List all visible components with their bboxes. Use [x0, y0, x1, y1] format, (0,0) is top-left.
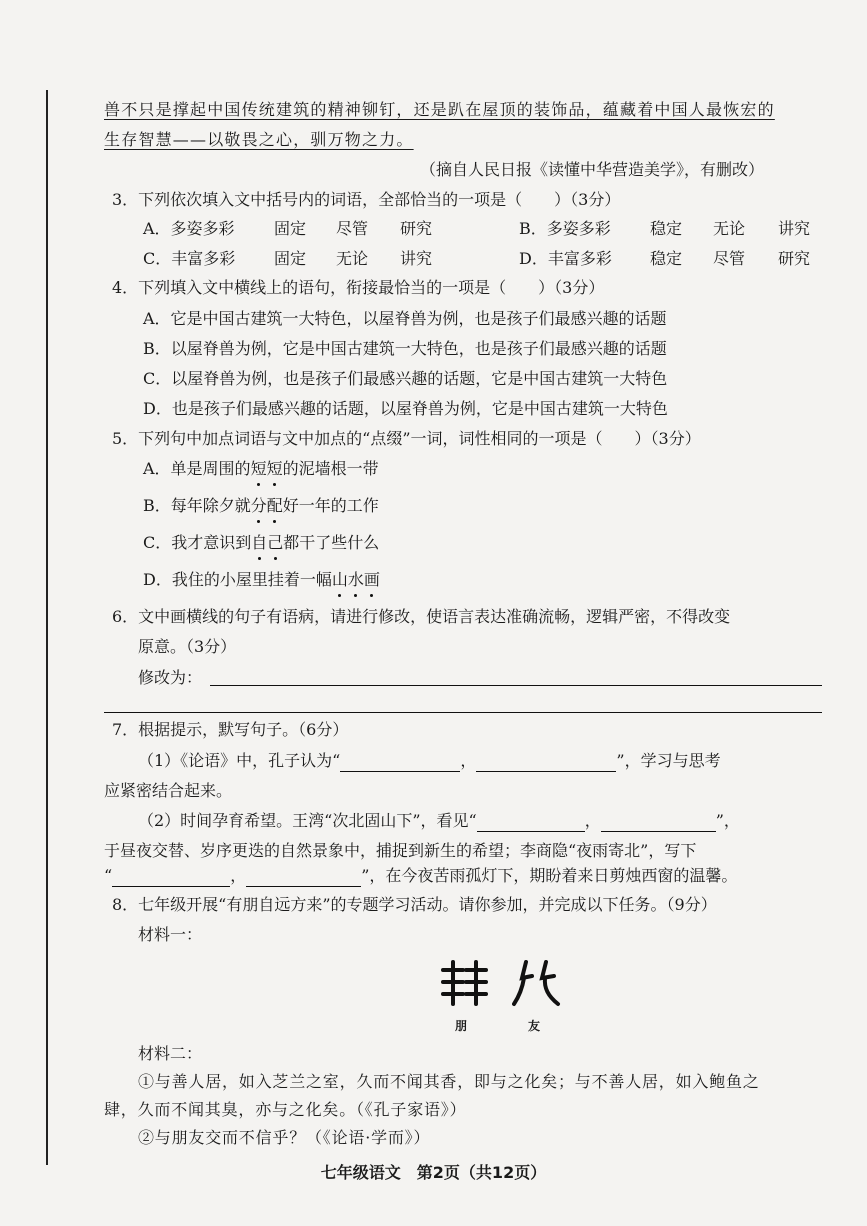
glyph-label-peng: 朋 [455, 1019, 468, 1033]
q3-a-word-3: 尽管 [336, 219, 369, 238]
q6-answer-line-2[interactable] [104, 712, 822, 713]
q7-1-blank-1[interactable] [340, 753, 460, 772]
emphasis-dot-char: 配 [266, 496, 283, 515]
q7-2-text-a: （2）时间孕育希望。王湾“次北固山下”，看见“ [138, 811, 477, 830]
q5-option-b[interactable] [143, 495, 379, 517]
q3-a-word-2: 固定 [274, 219, 307, 238]
emphasis-dot-char: 分 [250, 496, 267, 515]
glyph-label-you: 友 [528, 1019, 541, 1033]
q3-d-word-4: 研究 [778, 249, 811, 268]
q5-option-a[interactable] [143, 458, 379, 480]
q3-b-label: B．多姿多彩 [519, 219, 611, 238]
q3-c-label: C．丰富多彩 [143, 249, 236, 268]
q6-stem-line-1: 6．文中画横线的句子有语病，请进行修改，使语言表达准确流畅，逻辑严密，不得改变 [112, 607, 731, 626]
q5-option-c[interactable] [143, 532, 379, 554]
passage-underlined-line-1: 兽不只是撑起中国传统建筑的精神铆钉，还是趴在屋顶的装饰品，蕴藏着中国人最恢宏的 [104, 100, 775, 119]
q7-2-blank-1[interactable] [477, 813, 585, 832]
q8-material-2-label: 材料二： [138, 1044, 203, 1063]
q5-c-pre: C．我才意识到 [143, 533, 252, 552]
q8-material-1-label: 材料一： [138, 925, 203, 944]
emphasis-dot-char: 山 [331, 570, 348, 589]
q5-b-post: 好一年的工作 [282, 496, 379, 515]
q7-2-blank-2[interactable] [601, 813, 716, 832]
binding-margin-line [46, 90, 48, 1165]
q3-a-word-4: 研究 [400, 219, 433, 238]
q3-stem: 3．下列依次填入文中括号内的词语，全部恰当的一项是（ ）（3分） [112, 190, 621, 209]
q5-b-pre: B．每年除夕就 [143, 496, 251, 515]
passage-source: （摘自人民日报《读懂中华营造美学》，有删改） [420, 160, 765, 179]
q5-option-d[interactable] [143, 569, 380, 591]
q3-d-label: D．丰富多彩 [519, 249, 612, 268]
q3-a-label: A．多姿多彩 [143, 219, 235, 238]
q3-c-word-3: 无论 [336, 249, 369, 268]
q6-answer-label: 修改为： [138, 668, 203, 687]
q5-a-pre: A．单是周围的 [143, 459, 251, 478]
q5-a-post: 的泥墙根一带 [282, 459, 379, 478]
q6-answer-line-1[interactable] [210, 685, 822, 686]
q7-1-text-a: （1）《论语》中，孔子认为“ [138, 751, 341, 770]
q3-d-word-2: 稳定 [650, 249, 683, 268]
q7-1-blank-2[interactable] [476, 753, 616, 772]
q3-b-word-2: 稳定 [650, 219, 683, 238]
q7-2-blank-3[interactable] [112, 868, 230, 887]
q7-2-text-e: “ [104, 866, 113, 885]
q3-b-word-3: 无论 [713, 219, 746, 238]
q7-item-2-cont: 于昼夜交替、岁序更迭的自然景象中，捕捉到新生的希望；李商隐“夜雨寄北”，写下 [104, 841, 697, 860]
q5-c-post: 都干了些什么 [283, 533, 380, 552]
ancient-peng-glyph-icon [440, 958, 490, 1014]
q5-d-dotted-word [332, 570, 380, 589]
q5-b-dotted-word [251, 496, 283, 515]
q3-b-word-4: 讲究 [778, 219, 811, 238]
q5-d-pre: D．我住的小屋里挂着一幅 [143, 570, 332, 589]
q8-quote-1-line-1: ①与善人居，如入芝兰之室，久而不闻其香，即与之化矣；与不善人居，如入鲍鱼之 [138, 1072, 760, 1091]
q6-stem-line-2: 原意。（3分） [138, 637, 237, 656]
emphasis-dot-char: 己 [267, 533, 284, 552]
q4-option-a[interactable]: A．它是中国古建筑一大特色，以屋脊兽为例，也是孩子们最感兴趣的话题 [143, 309, 667, 328]
q7-item-1-cont: 应紧密结合起来。 [104, 781, 233, 800]
emphasis-dot-char: 画 [363, 570, 380, 589]
q7-2-text-f: ， [230, 866, 247, 885]
q7-item-2 [138, 810, 740, 832]
emphasis-dot-char: 自 [251, 533, 268, 552]
q8-quote-1-line-2: 肆，久而不闻其臭，亦与之化矣。（《孔子家语》） [104, 1100, 467, 1119]
q7-2-text-b: ， [584, 811, 601, 830]
q3-c-word-2: 固定 [274, 249, 307, 268]
q7-2-text-g: ”，在今夜苦雨孤灯下，期盼着来日剪烛西窗的温馨。 [361, 866, 738, 885]
q4-option-d[interactable]: D．也是孩子们最感兴趣的话题，以屋脊兽为例，它是中国古建筑一大特色 [143, 399, 668, 418]
q3-d-word-3: 尽管 [713, 249, 746, 268]
q8-quote-2: ②与朋友交而不信乎？（《论语·学而》） [138, 1128, 431, 1147]
q7-item-2-cont-2 [104, 865, 737, 887]
ancient-you-glyph-icon [512, 958, 562, 1014]
q5-a-dotted-word [251, 459, 283, 478]
q7-2-blank-4[interactable] [246, 868, 361, 887]
q4-option-c[interactable]: C．以屋脊兽为例，也是孩子们最感兴趣的话题，它是中国古建筑一大特色 [143, 369, 668, 388]
q5-stem: 5．下列句中加点词语与文中加点的“点缀”一词，词性相同的一项是（ ）（3分） [112, 429, 701, 448]
q4-option-b[interactable]: B．以屋脊兽为例，它是中国古建筑一大特色，也是孩子们最感兴趣的话题 [143, 339, 667, 358]
page-footer: 七年级语文 第2页（共12页） [320, 1163, 547, 1182]
passage-underlined-line-2: 生存智慧——以敬畏之心，驯万物之力。 [104, 130, 414, 149]
q7-2-text-c: ”， [715, 811, 740, 830]
q7-item-1 [138, 750, 721, 772]
emphasis-dot-char: 短 [266, 459, 283, 478]
q7-1-text-b: ， [460, 751, 477, 770]
q8-stem: 8．七年级开展“有朋自远方来”的专题学习活动。请你参加，并完成以下任务。（9分） [112, 895, 717, 914]
emphasis-dot-char: 短 [250, 459, 267, 478]
q4-stem: 4．下列填入文中横线上的语句，衔接最恰当的一项是（ ）（3分） [112, 278, 605, 297]
q5-c-dotted-word [251, 533, 283, 552]
q7-1-text-c: ”，学习与思考 [616, 751, 721, 770]
q3-c-word-4: 讲究 [400, 249, 433, 268]
q7-stem: 7．根据提示，默写句子。（6分） [112, 720, 349, 739]
emphasis-dot-char: 水 [347, 570, 364, 589]
